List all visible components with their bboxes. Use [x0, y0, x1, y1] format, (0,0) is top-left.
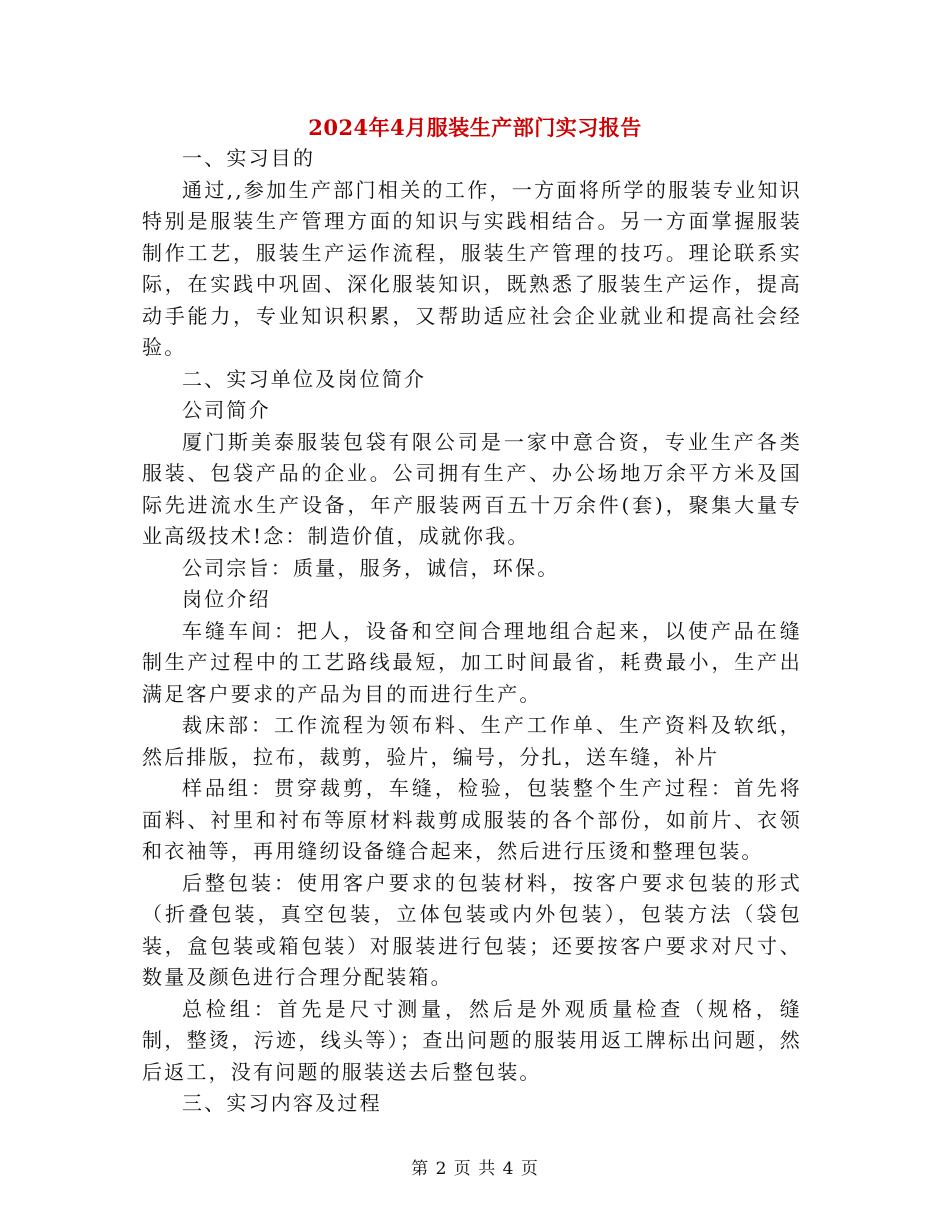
paragraph-sewing: 车缝车间：把人，设备和空间合理地组合起来，以使产品在缝制生产过程中的工艺路线最短，加工时间最省，耗费最小，生产出满足客户要求的产品为目的而进行生产。 [142, 618, 802, 706]
document-title: 2024年4月服装生产部门实习报告 [308, 115, 642, 140]
paragraph-tenet: 公司宗旨：质量，服务，诚信，环保。 [182, 555, 560, 580]
subheading-company: 公司简介 [182, 398, 271, 422]
paragraph-cutting: 裁床部：工作流程为领布料、生产工作单、生产资料及软纸，然后排版，拉布，裁剪，验片，编号，分扎，送车缝，补片 [142, 713, 802, 769]
document-body [142, 143, 802, 1120]
section-heading-unit: 二、实习单位及岗位简介 [182, 366, 427, 391]
subheading-positions: 岗位介绍 [182, 587, 271, 611]
paragraph-packaging: 后整包装：使用客户要求的包装材料，按客户要求包装的形式（折叠包装，真空包装，立体包装或内外包装），包装方法（袋包装，盒包装或箱包装）对服装进行包装；还要按客户要求对尺寸、数量及颜色进行合理分配装箱。 [142, 870, 802, 989]
section-heading-purpose: 一、实习目的 [182, 146, 316, 170]
paragraph-company: 厦门斯美泰服装包袋有限公司是一家中意合资，专业生产各类服装、包袋产品的企业。公司拥有生产、办公场地万余平方米及国际先进流水生产设备，年产服装两百五十万余件(套)，聚集大量专业高级技术!念：制造价值，成就你我。 [142, 429, 802, 548]
paragraph-purpose: 通过,,参加生产部门相关的工作，一方面将所学的服装专业知识特别是服装生产管理方面的知识与实践相结合。另一方面掌握服装制作工艺，服装生产运作流程，服装生产管理的技巧。理论联系实际，在实践中巩固、深化服装知识，既熟悉了服装生产运作，提高动手能力，专业知识积累，又帮助适应社会企业就业和提高社会经验。 [142, 177, 802, 359]
section-heading-content: 三、实习内容及过程 [182, 1091, 382, 1115]
paragraph-inspection: 总检组：首先是尺寸测量，然后是外观质量检查（规格，缝制，整烫，污迹，线头等）；查出问题的服装用返工牌标出问题，然后返工，没有问题的服装送去后整包装。 [142, 996, 802, 1084]
paragraph-samples: 样品组：贯穿裁剪，车缝，检验，包装整个生产过程：首先将面料、衬里和衬布等原材料裁剪成服装的各个部份，如前片、衣领和衣袖等，再用缝纫设备缝合起来，然后进行压烫和整理包装。 [142, 776, 802, 863]
page-number: 第 2 页 共 4 页 [411, 1159, 539, 1179]
